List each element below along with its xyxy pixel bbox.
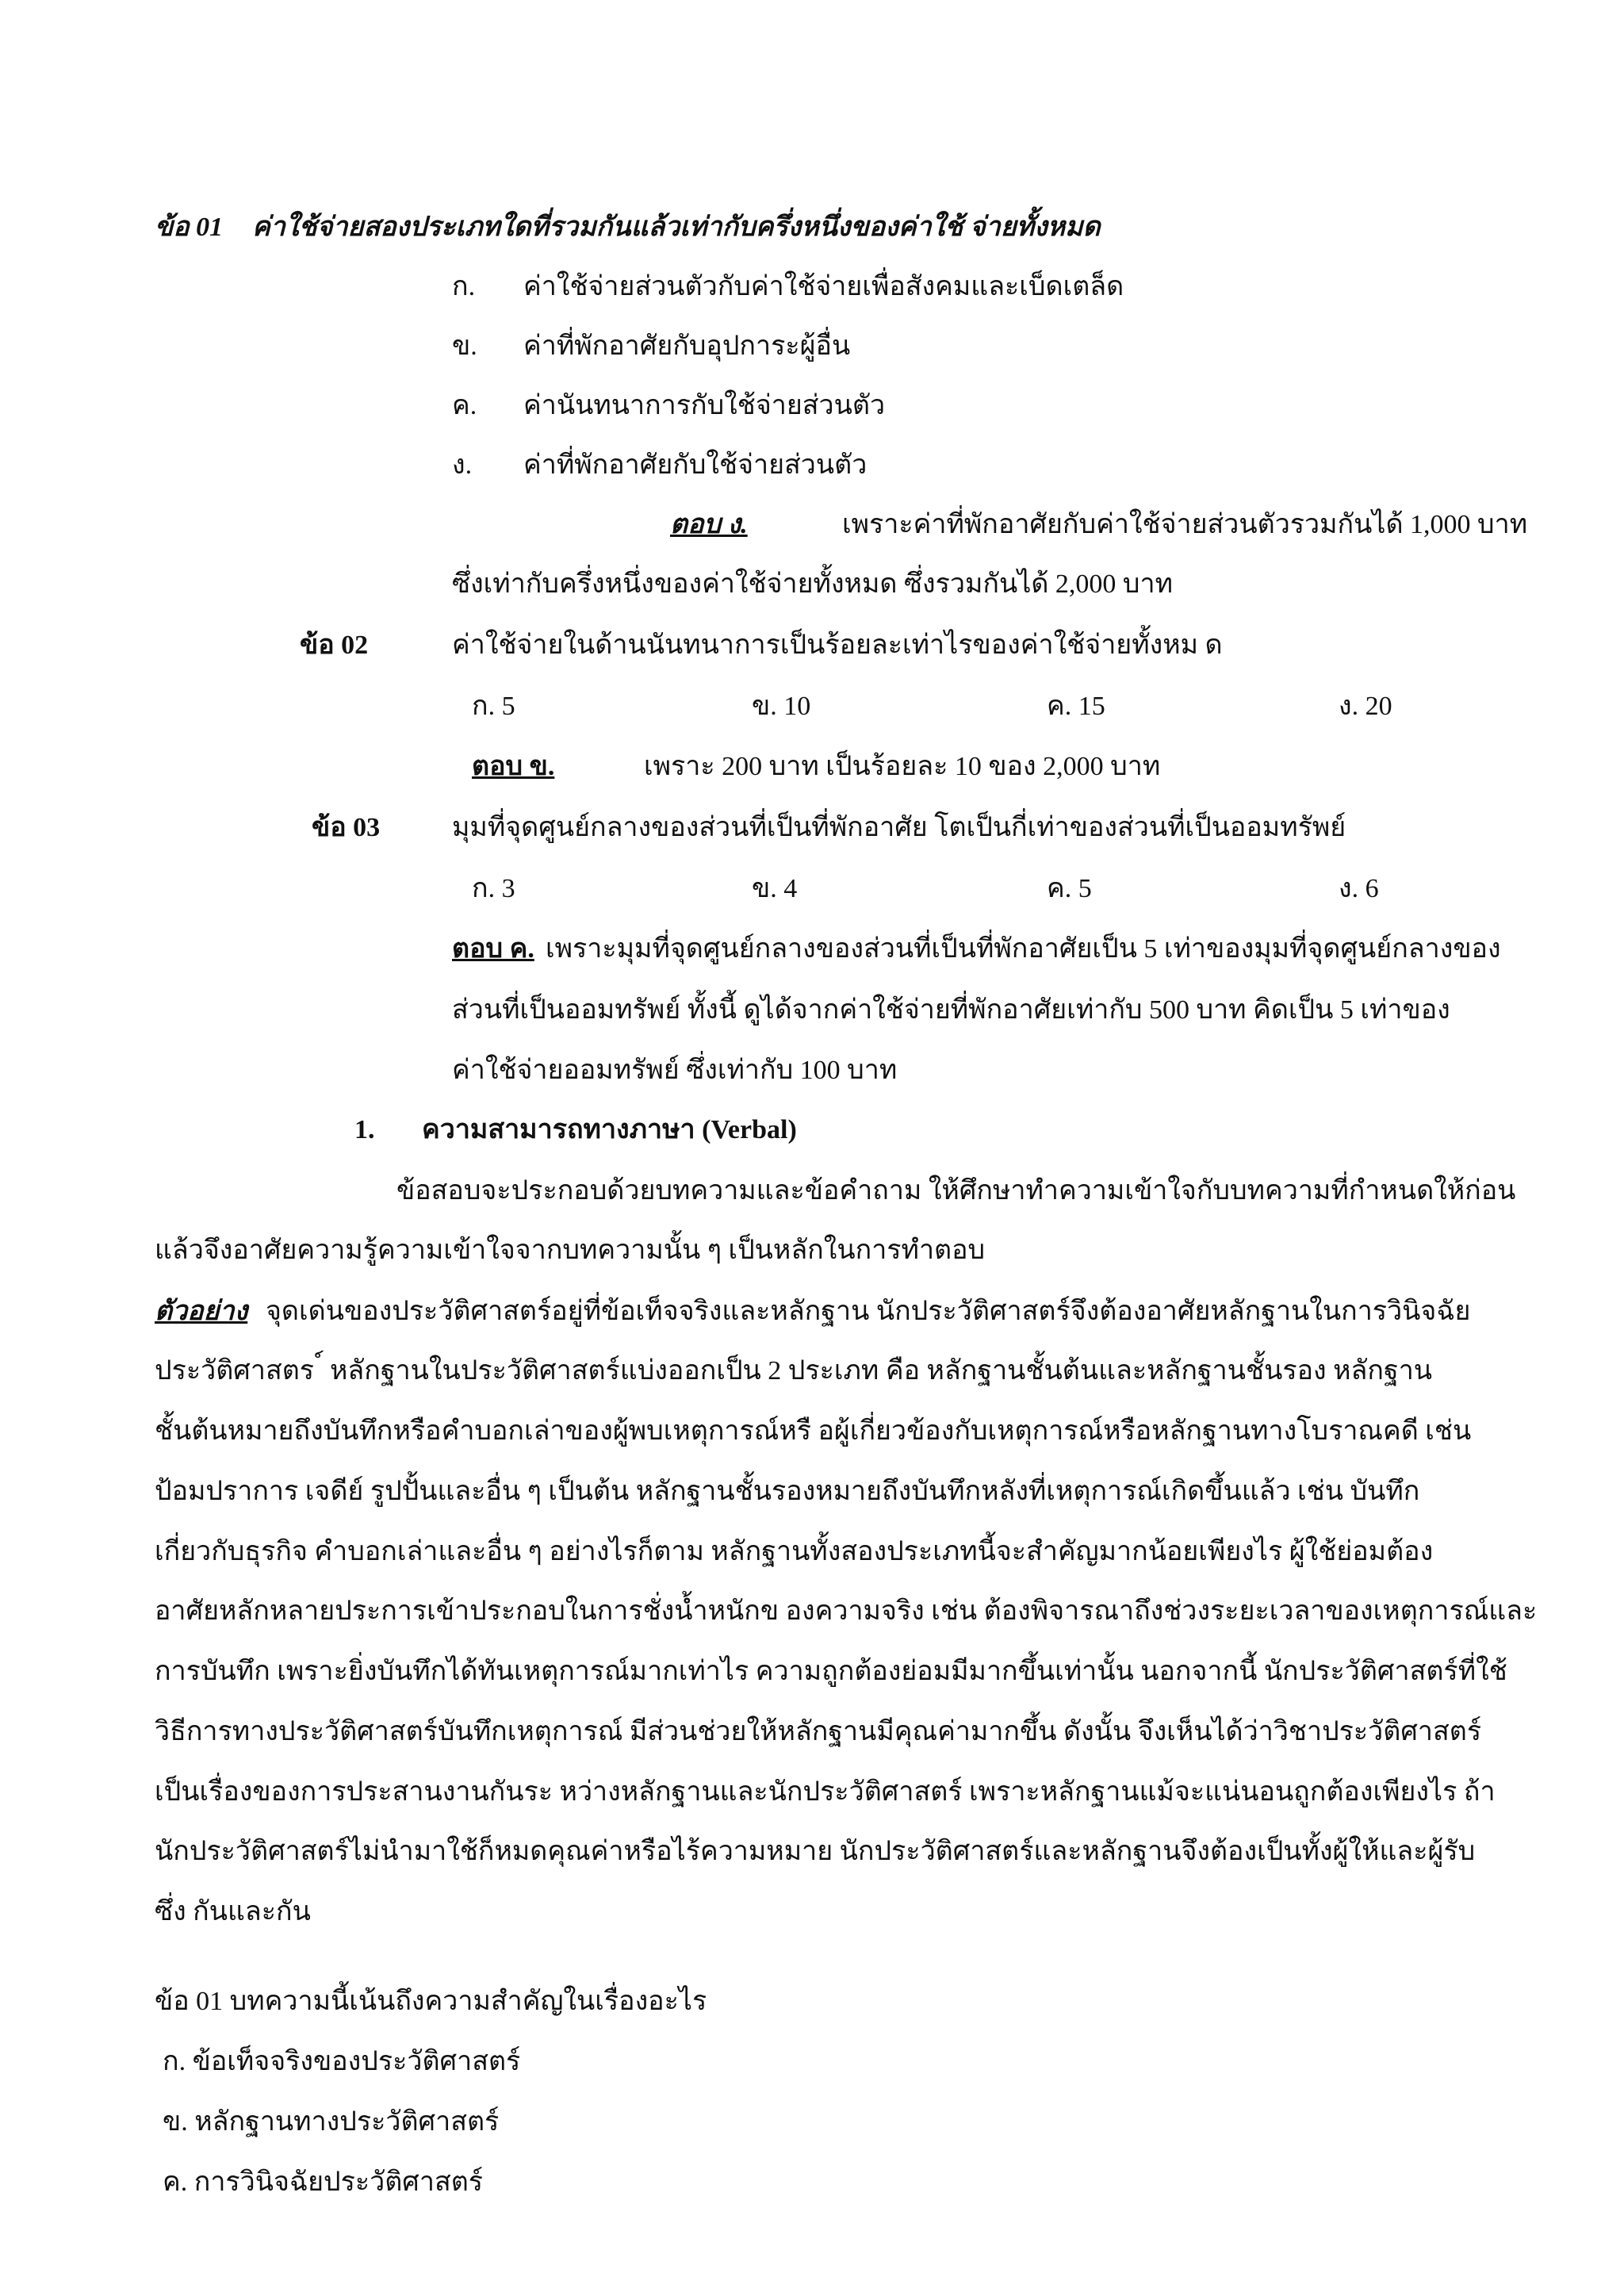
q01-option-a-text: ค่าใช้จ่ายส่วนตัวกับค่าใช้จ่ายเพื่อสังคมและเบ็ดเตล็ด	[523, 272, 1124, 301]
q03-answer-line2: ส่วนที่เป็นออมทรัพย์ ทั้งนี้ ดูได้จากค่าใช้จ่ายที่พักอาศัยเท่ากับ 500 บาท คิดเป็น 5 เท่าของ	[452, 995, 1450, 1025]
q02-option-a: ก. 5	[472, 692, 515, 721]
passage-line: เป็นเรื่องของการประสานงานกันระ หว่างหลักฐานและนักประวัติศาสตร์ เพราะหลักฐานแม้จะแน่นอนถูกต้องเพียงไร ถ้า	[155, 1777, 1496, 1807]
q01-option-a-letter: ก.	[452, 272, 476, 301]
passage-line: ซึ่ง กันและกัน	[155, 1897, 311, 1926]
q02-question: ค่าใช้จ่ายในด้านนันทนาการเป็นร้อยละเท่าไรของค่าใช้จ่ายทั้งหม ด	[452, 631, 1223, 660]
verbal-section-heading: ความสามารถทางภาษา (Verbal)	[422, 1115, 797, 1144]
passage-line: อาศัยหลักหลายประการเข้าประกอบในการชั่งน้ำหนักข องความจริง เช่น ต้องพิจารณาถึงช่วงระยะเวลาของเหตุการณ์และ	[155, 1596, 1538, 1626]
passage-line: เกี่ยวกับธุรกิจ คำบอกเล่าและอื่น ๆ อย่างไรก็ตาม หลักฐานทั้งสองประเภทนี้จะสำคัญมากน้อยเพียงไร ผู้ใช้ย่อมต้อง	[155, 1537, 1434, 1566]
q03-answer-line1: เพราะมุมที่จุดศูนย์กลางของส่วนที่เป็นที่พักอาศัยเป็น 5 เท่าของมุมที่จุดศูนย์กลางของ	[546, 934, 1501, 964]
q01-option-c-letter: ค.	[452, 391, 477, 420]
q03-option-a: ก. 3	[472, 874, 515, 903]
q03-question: มุมที่จุดศูนย์กลางของส่วนที่เป็นที่พักอาศัย โตเป็นกี่เท่าของส่วนที่เป็นออมทรัพย์	[452, 813, 1346, 842]
q01-option-c-text: ค่านันทนาการกับใช้จ่ายส่วนตัว	[523, 391, 886, 420]
verbal-intro-line1: ข้อสอบจะประกอบด้วยบทความและข้อคำถาม ให้ศึกษาทำความเข้าใจกับบทความที่กำหนดให้ก่อน	[396, 1176, 1516, 1205]
q01-option-b-letter: ข.	[452, 332, 477, 361]
q02-option-c: ค. 15	[1047, 692, 1105, 721]
q02-option-b: ข. 10	[752, 692, 811, 721]
q01-answer-line2: ซึ่งเท่ากับครึ่งหนึ่งของค่าใช้จ่ายทั้งหมด ซึ่งรวมกันได้ 2,000 บาท	[452, 569, 1174, 599]
verbal-q01-option-c: ค. การวินิจฉัยประวัติศาสตร์	[163, 2168, 484, 2197]
q01-number: ข้อ 01	[155, 213, 224, 242]
passage-line: ป้อมปราการ เจดีย์ รูปปั้นและอื่น ๆ เป็นต้น หลักฐานชั้นรองหมายถึงบันทึกหลังที่เหตุการณ์เกิดขึ้นแล้ว เช่น บันทึก	[155, 1477, 1420, 1506]
verbal-q01-option-b: ข. หลักฐานทางประวัติศาสตร์	[163, 2107, 500, 2137]
q03-answer-line3: ค่าใช้จ่ายออมทรัพย์ ซึ่งเท่ากับ 100 บาท	[452, 1056, 898, 1085]
q03-option-c: ค. 5	[1047, 874, 1092, 903]
q02-option-d: ง. 20	[1339, 692, 1392, 721]
q03-number: ข้อ 03	[312, 813, 381, 842]
q03-answer-label: ตอบ ค.	[452, 934, 534, 964]
q01-option-b-text: ค่าที่พักอาศัยกับอุปการะผู้อื่น	[523, 332, 851, 361]
verbal-section-number: 1.	[354, 1115, 375, 1144]
passage-line: ประวัติศาสตร ์ หลักฐานในประวัติศาสตร์แบ่งออกเป็น 2 ประเภท คือ หลักฐานชั้นต้นและหลักฐานชั้นรอง หลักฐาน	[155, 1356, 1433, 1386]
passage-line: นักประวัติศาสตร์ไม่นำมาใช้ก็หมดคุณค่าหรือไร้ความหมาย นักประวัติศาสตร์และหลักฐานจึงต้องเป็นทั้งผู้ให้และผู้รับ	[155, 1837, 1476, 1866]
q03-option-d: ง. 6	[1339, 874, 1379, 903]
q01-question: ค่าใช้จ่ายสองประเภทใดที่รวมกันแล้วเท่ากับครึ่งหนึ่งของค่าใช้ จ่ายทั้งหมด	[252, 213, 1101, 242]
passage-line: การบันทึก เพราะยิ่งบันทึกได้ทันเหตุการณ์มากเท่าไร ความถูกต้องย่อมมีมากขึ้นเท่านั้น นอกจากนี้ นักประวัติศาสตร์ที่ใช้	[155, 1657, 1507, 1686]
verbal-intro-line2: แล้วจึงอาศัยความรู้ความเข้าใจจากบทความนั้น ๆ เป็นหลักในการทำตอบ	[155, 1236, 986, 1265]
q01-answer-label: ตอบ ง.	[670, 510, 748, 539]
q02-answer-label: ตอบ ข.	[472, 752, 555, 781]
verbal-q01-question: ข้อ 01 บทความนี้เน้นถึงความสำคัญในเรื่องอะไร	[155, 1987, 707, 2016]
q01-answer-line1: เพราะค่าที่พักอาศัยกับค่าใช้จ่ายส่วนตัวรวมกันได้ 1,000 บาท	[842, 510, 1528, 539]
q01-option-d-text: ค่าที่พักอาศัยกับใช้จ่ายส่วนตัว	[523, 450, 868, 480]
q01-option-d-letter: ง.	[452, 450, 473, 480]
q02-number: ข้อ 02	[300, 631, 369, 660]
passage-line: ชั้นต้นหมายถึงบันทึกหรือคำบอกเล่าของผู้พบเหตุการณ์หรื อผู้เกี่ยวข้องกับเหตุการณ์หรือหลักฐานทางโบราณคดี เช่น	[155, 1416, 1472, 1446]
passage-line: จุดเด่นของประวัติศาสตร์อยู่ที่ข้อเท็จจริงและหลักฐาน นักประวัติศาสตร์จึงต้องอาศัยหลักฐานในการวินิจฉัย	[266, 1297, 1471, 1326]
q03-option-b: ข. 4	[752, 874, 798, 903]
passage-line: วิธีการทางประวัติศาสตร์บันทึกเหตุการณ์ มีส่วนช่วยให้หลักฐานมีคุณค่ามากขึ้น ดังนั้น จึงเห็นได้ว่าวิชาประวัติศาสตร์	[155, 1717, 1482, 1746]
q02-answer-text: เพราะ 200 บาท เป็นร้อยละ 10 ของ 2,000 บาท	[644, 752, 1161, 781]
verbal-q01-option-a: ก. ข้อเท็จจริงของประวัติศาสตร์	[163, 2047, 521, 2076]
example-label: ตัวอย่าง	[155, 1297, 248, 1326]
